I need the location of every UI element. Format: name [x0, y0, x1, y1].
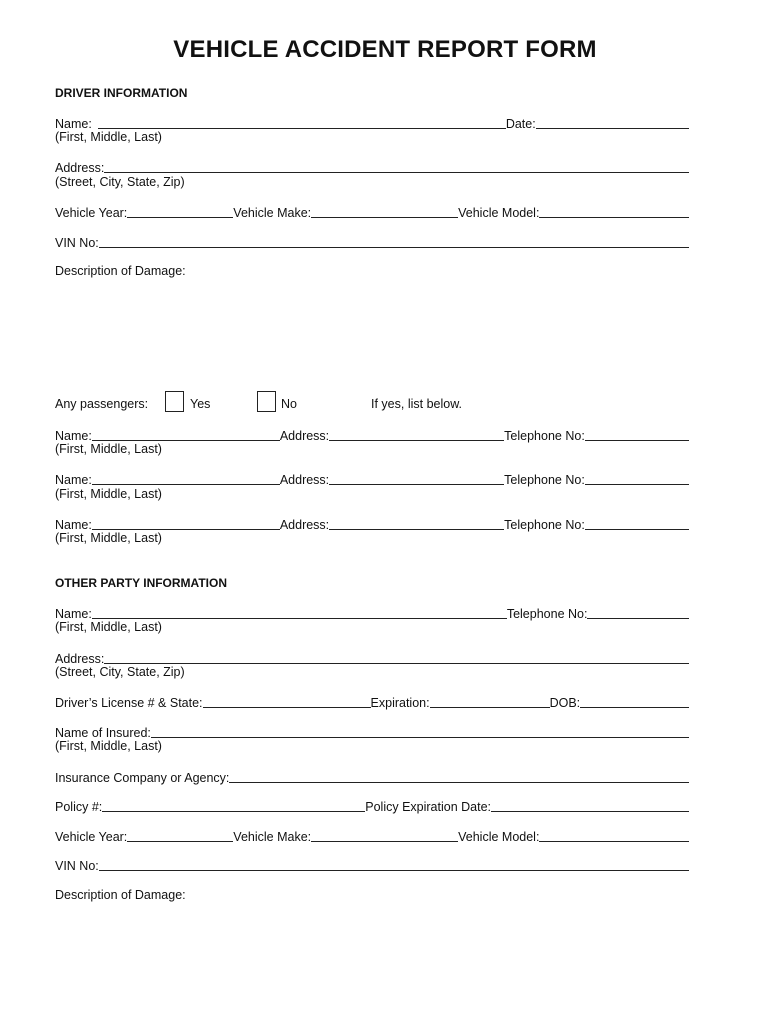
passenger-name-field[interactable] [92, 472, 280, 485]
other-vehicle-row [55, 828, 689, 844]
driver-vin-row [55, 234, 689, 250]
driver-damage-label: Description of Damage: [55, 264, 186, 278]
passenger-address-label: Address: [279, 473, 330, 487]
passenger-phone-field[interactable] [585, 472, 689, 485]
driver-vehicle-make-label: Vehicle Make: [233, 206, 312, 220]
passenger-address-label: Address: [279, 518, 330, 532]
other-insurance-field[interactable] [229, 770, 689, 783]
other-license-row [55, 694, 689, 710]
driver-vehicle-model-label: Vehicle Model: [458, 206, 540, 220]
passengers-yes-checkbox[interactable] [165, 391, 184, 412]
passengers-yes-label: Yes [190, 397, 211, 411]
driver-section-heading: DRIVER INFORMATION [55, 86, 188, 100]
other-insurance-row [55, 769, 689, 785]
passengers-no-label: No [281, 397, 297, 411]
passenger-name-hint: (First, Middle, Last) [55, 531, 162, 545]
other-policy-field[interactable] [102, 799, 365, 812]
other-address-label: Address: [55, 652, 105, 666]
driver-vehicle-row [55, 204, 689, 220]
other-insured-hint: (First, Middle, Last) [55, 739, 162, 753]
other-vehicle-year-label: Vehicle Year: [55, 830, 128, 844]
driver-address-row [55, 159, 689, 175]
driver-name-hint: (First, Middle, Last) [55, 130, 162, 144]
passenger-row-1 [55, 427, 689, 443]
other-license-field[interactable] [203, 695, 371, 708]
passenger-name-field[interactable] [92, 517, 280, 530]
passenger-row-3 [55, 516, 689, 532]
other-name-field[interactable] [92, 606, 507, 619]
other-vin-field[interactable] [99, 858, 689, 871]
other-name-label: Name: [55, 607, 92, 621]
passengers-note: If yes, list below. [371, 397, 463, 411]
other-damage-label: Description of Damage: [55, 888, 186, 902]
passenger-name-hint: (First, Middle, Last) [55, 442, 162, 456]
other-insurance-label: Insurance Company or Agency: [55, 771, 230, 785]
other-address-row [55, 650, 689, 666]
driver-name-label: Name: [55, 117, 92, 131]
other-name-row [55, 605, 689, 621]
passenger-phone-label: Telephone No: [504, 473, 585, 487]
other-phone-field[interactable] [587, 606, 689, 619]
other-insured-field[interactable] [151, 725, 689, 738]
other-expiration-field[interactable] [430, 695, 550, 708]
driver-vehicle-model-field[interactable] [539, 205, 689, 218]
driver-date-field[interactable] [536, 116, 689, 129]
passenger-address-field[interactable] [329, 472, 504, 485]
driver-address-field[interactable] [104, 160, 689, 173]
driver-address-label: Address: [55, 161, 105, 175]
passengers-question: Any passengers: [55, 397, 149, 411]
driver-address-hint: (Street, City, State, Zip) [55, 175, 185, 189]
other-vehicle-make-field[interactable] [311, 829, 458, 842]
passenger-name-label: Name: [55, 473, 92, 487]
driver-vin-field[interactable] [99, 235, 689, 248]
passenger-address-field[interactable] [329, 517, 504, 530]
passenger-name-label: Name: [55, 518, 92, 532]
other-vin-row [55, 857, 689, 873]
driver-vehicle-year-label: Vehicle Year: [55, 206, 128, 220]
other-license-label: Driver’s License # & State: [55, 696, 203, 710]
other-insured-row [55, 724, 689, 740]
other-vehicle-model-field[interactable] [539, 829, 689, 842]
other-policy-label: Policy #: [55, 800, 103, 814]
other-address-hint: (Street, City, State, Zip) [55, 665, 185, 679]
passenger-phone-label: Telephone No: [504, 429, 585, 443]
driver-vehicle-make-field[interactable] [311, 205, 458, 218]
passenger-row-2 [55, 471, 689, 487]
passengers-no-checkbox[interactable] [257, 391, 276, 412]
passenger-phone-field[interactable] [585, 428, 689, 441]
driver-name-field[interactable] [98, 116, 506, 129]
other-vehicle-make-label: Vehicle Make: [233, 830, 312, 844]
form-title: VEHICLE ACCIDENT REPORT FORM [173, 36, 597, 63]
passenger-address-field[interactable] [329, 428, 504, 441]
other-dob-label: DOB: [549, 696, 581, 710]
driver-date-label: Date: [505, 117, 536, 131]
other-party-section-heading: OTHER PARTY INFORMATION [55, 576, 227, 590]
other-policy-exp-field[interactable] [491, 799, 689, 812]
passenger-phone-label: Telephone No: [504, 518, 585, 532]
passenger-name-hint: (First, Middle, Last) [55, 487, 162, 501]
other-dob-field[interactable] [580, 695, 689, 708]
other-insured-label: Name of Insured: [55, 726, 151, 740]
other-vehicle-model-label: Vehicle Model: [458, 830, 540, 844]
other-policy-exp-label: Policy Expiration Date: [365, 800, 492, 814]
passenger-name-field[interactable] [92, 428, 280, 441]
other-expiration-label: Expiration: [370, 696, 430, 710]
driver-name-row [55, 115, 689, 131]
driver-vehicle-year-field[interactable] [127, 205, 233, 218]
passenger-address-label: Address: [279, 429, 330, 443]
other-address-field[interactable] [104, 651, 689, 664]
other-vehicle-year-field[interactable] [127, 829, 233, 842]
other-name-hint: (First, Middle, Last) [55, 620, 162, 634]
other-vin-label: VIN No: [55, 859, 99, 873]
passenger-name-label: Name: [55, 429, 92, 443]
other-policy-row [55, 798, 689, 814]
other-phone-label: Telephone No: [506, 607, 588, 621]
driver-vin-label: VIN No: [55, 236, 99, 250]
passenger-phone-field[interactable] [585, 517, 689, 530]
